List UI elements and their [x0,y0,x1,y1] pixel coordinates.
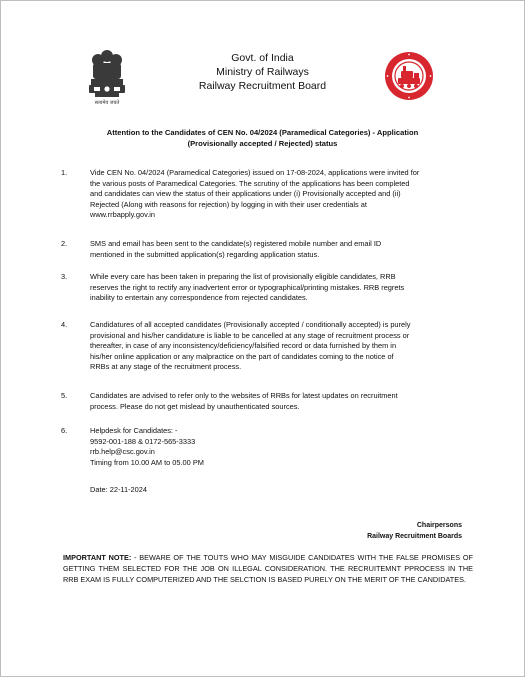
signature-block [367,520,462,542]
website-link[interactable]: www.rrbapply.gov.in [90,210,156,220]
paragraph-number: 5. [61,391,68,400]
paragraph-number: 6. [61,426,68,435]
paragraph-line: reserves the right to rectify any inadvertent error or typographical/printing mistakes. RRB regrets [90,282,405,292]
paragraph-line: While every care has been taken in preparing the list of provisionally eligible candidates, RRB [90,272,396,281]
header-govt: Govt. of India [231,52,294,64]
important-note [63,552,473,586]
letterhead [1,51,524,93]
helpdesk-timing: Timing from 10.00 AM to 05.00 PM [90,457,204,467]
helpdesk-heading: Helpdesk for Candidates: - [90,426,178,435]
emblem-motto: सत्यमेव जयते [94,100,120,106]
paragraph-number: 3. [61,272,68,281]
paragraph-line: mentioned in the submitted application(s) regarding application status. [90,249,320,259]
paragraph-line: thereafter, in case of any inconsistency/deficiency/falsified record or data furnished by them in [90,341,397,351]
notice-date: Date: 22-11-2024 [90,485,147,494]
subject-line-2: (Provisionally accepted / Rejected) status [187,139,338,148]
paragraph-line: inability to entertain any correspondence from rejected candidates. [90,293,308,303]
paragraph-line: Vide CEN No. 04/2024 (Paramedical Categories) issued on 17-08-2024, applications were invited for [90,168,420,177]
important-note-text: - BEWARE OF THE TOUTS WHO MAY MISGUIDE CANDIDATES WITH THE FALSE PROMISES OF GETTING THEM SELECTED FOR THE JOB ON ILLEGAL CONSIDERATION. THE RECRUITEMNT PPROCESS IN THE RRB EXAM IS FULLY COMPUTERIZED AND THE SELCTION IS BASED PURELY ON THE MERIT OF THE CANDIDATES. [63,553,474,585]
paragraph-line: process. Please do not get mislead by unauthenticated sources. [90,401,300,411]
signature-org: Railway Recruitment Boards [367,533,462,540]
paragraph-line: Rejected (Along with reasons for rejection) by logging in with their user credentials at [90,199,367,209]
paragraph-number: 2. [61,239,68,248]
header-board: Railway Recruitment Board [198,80,327,92]
notice-subject [81,127,444,149]
paragraph-line: the various posts of Paramedical Categories. The scrutiny of the applications has been completed [90,178,410,188]
indian-railways-logo-icon [384,51,434,101]
paragraph-line: provisional and his/her candidature is liable to be cancelled at any stage of recruitment process or [90,330,410,340]
paragraph-line: and candidates can view the status of their applications under (i) Provisionally accepted and (ii) [90,189,401,199]
paragraph-line: his/her online application or any malpractice on the part of candidates coming to the notice of [90,351,394,361]
header-ministry: Ministry of Railways [216,66,309,78]
paragraph-line: RRBs at any stage of the recruitment process. [90,362,242,372]
paragraph-number: 1. [61,168,68,177]
paragraph-line: SMS and email has been sent to the candidate(s) registered mobile number and email ID [90,239,382,248]
paragraph-line: Candidatures of all accepted candidates (Provisionally accepted / conditionally accepted) is purely [90,320,411,329]
important-note-label: IMPORTANT NOTE: [63,553,132,562]
subject-line-1: Attention to the Candidates of CEN No. 04/2024 (Paramedical Categories) - Application [106,128,419,137]
helpdesk-email-link[interactable]: rrb.help@csc.gov.in [90,447,155,457]
helpdesk-phone: 9592-001-188 & 0172-565-3333 [90,436,196,446]
signature-title: Chairpersons [416,522,462,529]
paragraph-line: Candidates are advised to refer only to the websites of RRBs for latest updates on recruitment [90,391,398,400]
paragraph-number: 4. [61,320,68,329]
